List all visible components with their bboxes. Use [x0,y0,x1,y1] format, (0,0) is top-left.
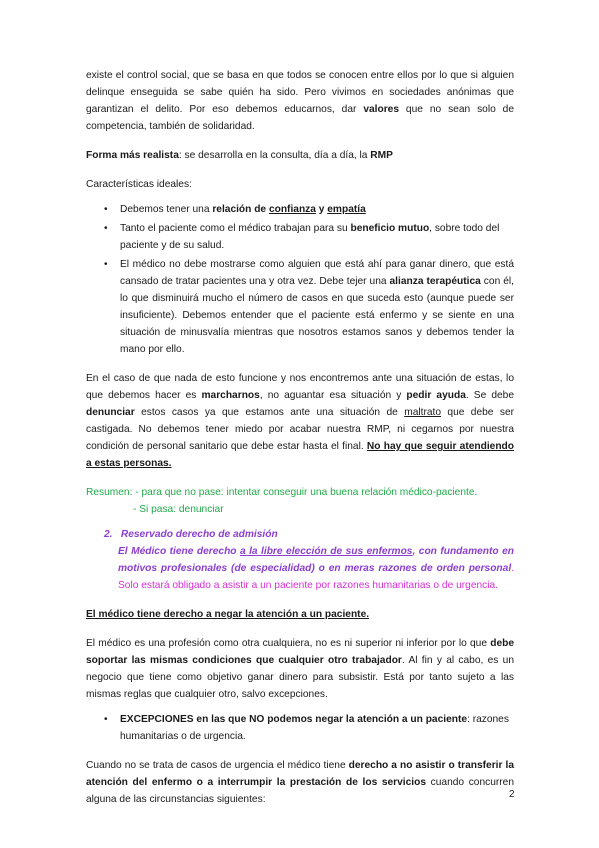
summary-line: - Si pasa: denunciar [133,504,224,515]
text: que no sean solo de competencia, también de solidaridad. [86,104,515,132]
bold-text: valores [363,104,399,115]
paragraph-situacion: En el caso de que nada de esto funcione y nos encontremos ante una situación de estas, lo que debemos hacer es marcharnos, no aguantar esa situación y pedir ayuda. Se debe denunciar estos casos ya que estamos ante una situación de maltrato que debe ser castigada. No debemos tener miedo por acabar nuestra RMP, ni cegarnos por nuestra condición de personal sanitario que debe estar hasta el final. No hay que seguir atendiendo a estas personas. [86,373,515,469]
text: : se desarrolla en la consulta, día a día, la [178,150,371,161]
section-heading: El médico tiene derecho a negar la atención a un paciente. [86,609,370,620]
section-title: 2. Reservado derecho de admisión [104,529,278,540]
section-reservado-derecho [86,526,514,594]
paragraph-forma-realista [86,147,514,164]
list-item: • EXCEPCIONES en las que NO podemos negar la atención a un paciente: razones humanitarias o de urgencia. [120,711,514,745]
bold-text: Forma más realista [86,150,179,161]
page-number: 2 [509,789,515,800]
paragraph-social-control [86,67,514,135]
bullet-list-exceptions [86,711,514,745]
text: existe el control social, que se basa en que todos se conocen entre ellos por lo que si alguien delinque enseguida se sabe quién ha sido. Pero vivimos en sociedades anónimas que garantizan el delito. Por eso debemos educarnos, dar [86,70,514,115]
list-item: • Tanto el paciente como el médico trabajan para su beneficio mutuo, sobre todo del paciente y de su salud. [120,220,514,254]
bold-text: RMP [370,150,393,161]
paragraph-profesion: El médico es una profesión como otra cualquiera, no es ni superior ni inferior por lo que debe soportar las mismas condiciones que cualquier otro trabajador. Al fin y al cabo, es un negocio que tiene como objetivo ganar dinero para subsistir. Está por tanto sujeto a las mismas reglas que cualquier otro, salvo excepciones. [86,638,514,700]
section-body: El Médico tiene derecho a la libre elección de sus enfermos, con fundamento en motivos profesionales (de especialidad) o en meras razones de orden personal. Solo estará obligado a asistir a un paciente por razones humanitarias o de urgencia. [118,546,514,591]
page-content [86,67,514,808]
bullet-list-characteristics [86,201,514,358]
list-item: • El médico no debe mostrarse como alguien que está ahí para ganar dinero, que está cansado de tratar pacientes una y otra vez. Debe tejer una alianza terapéutica con él, lo que disminuirá mucho el número de casos en que suceda esto (aunque puede ser insuficiente). Debemos entender que el paciente está enfermo y se siente en una situación de minusvalía mientras que nosotros estamos sanos y debemos tender la mano por ello. [120,256,514,358]
paragraph-urgencia: Cuando no se trata de casos de urgencia el médico tiene derecho a no asistir o transferir la atención del enfermo o a interrumpir la prestación de los servicios cuando concurren alguna de las circunstancias siguientes: [86,760,514,805]
summary-line: Resumen: - para que no pase: intentar conseguir una buena relación médico-paciente. [86,487,478,498]
paragraph-caracteristicas: Características ideales: [86,179,192,190]
list-item: • Debemos tener una relación de confianza y empatía [120,201,514,218]
summary-block [86,484,514,518]
